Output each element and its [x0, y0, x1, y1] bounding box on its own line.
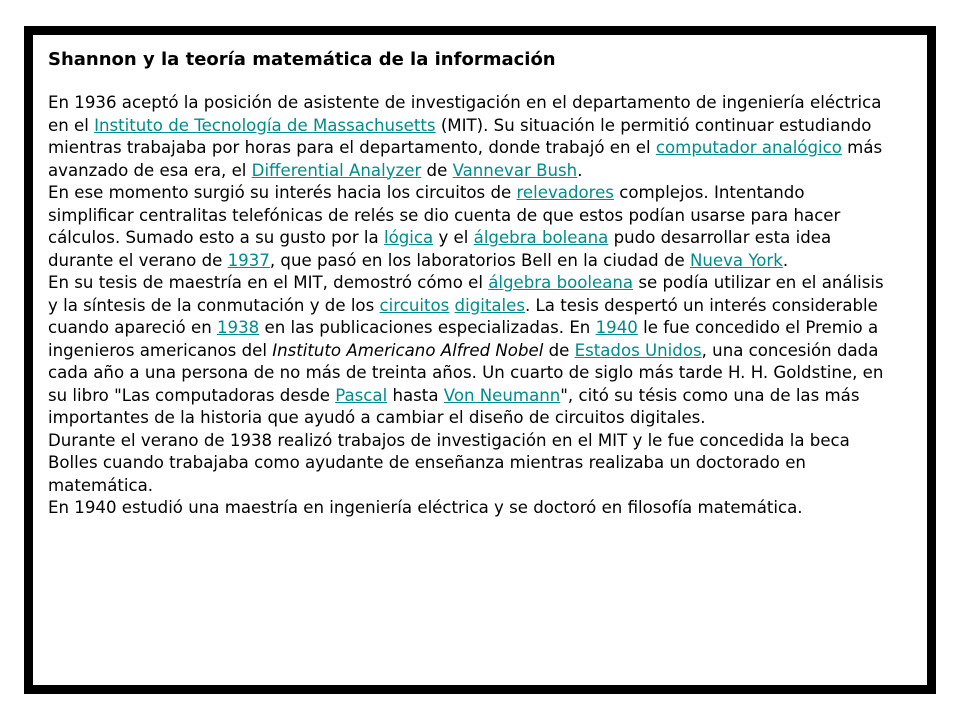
text-span: En ese momento surgió su interés hacia los circuitos de — [48, 183, 517, 202]
text-span: hasta — [387, 385, 444, 405]
text-span: de — [421, 160, 453, 180]
link-von-neumann[interactable]: Von Neumann — [443, 385, 561, 405]
text-span: y el — [433, 228, 474, 247]
text-span: . La tesis despertó un interés considerable cuando apareció en — [48, 295, 878, 337]
text-span: . — [577, 160, 583, 180]
text-span: más avanzado de esa era, el — [48, 138, 883, 180]
link-pascal[interactable]: Pascal — [335, 385, 388, 405]
page-title: Shannon y la teoría matemática de la información — [48, 49, 556, 70]
text-span: . — [782, 250, 789, 270]
link-digitales[interactable]: digitales — [454, 295, 525, 315]
text-span: ", citó su tésis como una de las más importantes de la historia que ayudó a cambiar el diseño de circuitos digitales. — [48, 385, 860, 427]
text-span: En 1936 aceptó la posición de asistente de investigación en el departamento de ingeniería eléctrica en el — [48, 93, 882, 135]
link-estados-unidos[interactable]: Estados Unidos — [574, 340, 702, 360]
link-differential-analyzer[interactable]: Differential Analyzer — [251, 160, 422, 180]
link-1938[interactable]: 1938 — [216, 318, 260, 337]
paragraph-5: En 1940 estudió una maestría en ingeniería eléctrica y se doctoró en filosofía matemática. — [48, 498, 803, 517]
text-span: en las publicaciones especializadas. En — [259, 318, 596, 337]
text-span: , una concesión dada cada año a una persona de no más de treinta años. Un cuarto de siglo más tarde H. H. Goldstine, en su libro "Las computadoras desde — [48, 340, 884, 405]
slide-content — [48, 48, 888, 520]
text-span: , que pasó en los laboratorios Bell en la ciudad de — [269, 250, 690, 270]
link-algebra-booleana[interactable]: álgebra booleana — [488, 273, 634, 292]
text-span: pudo desarrollar esta idea durante el verano de — [48, 228, 832, 270]
paragraph-4: Durante el verano de 1938 realizó trabajos de investigación en el MIT y le fue concedida la beca Bolles cuando trabajaba como ayudante de enseñanza mientras realizaba un doctorado en matemática. — [48, 430, 850, 495]
link-logica[interactable]: lógica — [383, 228, 434, 247]
text-span: de — [543, 340, 575, 360]
text-span: (MIT). Su situación le permitió continuar estudiando mientras trabajaba por horas para el departamento, donde trabajó en el — [48, 115, 872, 157]
link-computador-analogico[interactable]: computador analógico — [655, 138, 842, 157]
text-span: complejos. Intentando simplificar centralitas telefónicas de relés se dio cuenta de que estos podían usarse para hacer cálculos. Sumado esto a su gusto por la — [48, 183, 841, 247]
paragraph-3 — [48, 272, 888, 430]
paragraph-2 — [48, 182, 888, 272]
link-circuitos[interactable]: circuitos — [379, 295, 450, 315]
text-span: se podía utilizar en el análisis y la síntesis de la conmutación y de los — [48, 273, 884, 315]
link-relevadores[interactable]: relevadores — [516, 183, 614, 202]
link-1940[interactable]: 1940 — [595, 318, 638, 337]
link-nueva-york[interactable]: Nueva York — [689, 250, 783, 270]
link-mit[interactable]: Instituto de Tecnología de Massachusetts — [94, 115, 436, 135]
link-vannevar-bush[interactable]: Vannevar Bush — [452, 160, 578, 180]
text-span: En su tesis de maestría en el MIT, demostró cómo el — [48, 273, 489, 292]
text-span: le fue concedido el Premio a ingenieros americanos del — [48, 318, 879, 360]
link-1937[interactable]: 1937 — [227, 250, 270, 270]
italic-institution: Instituto Americano Alfred Nobel — [272, 340, 544, 360]
link-algebra-boleana[interactable]: álgebra boleana — [473, 228, 609, 247]
paragraph-1 — [48, 92, 888, 182]
